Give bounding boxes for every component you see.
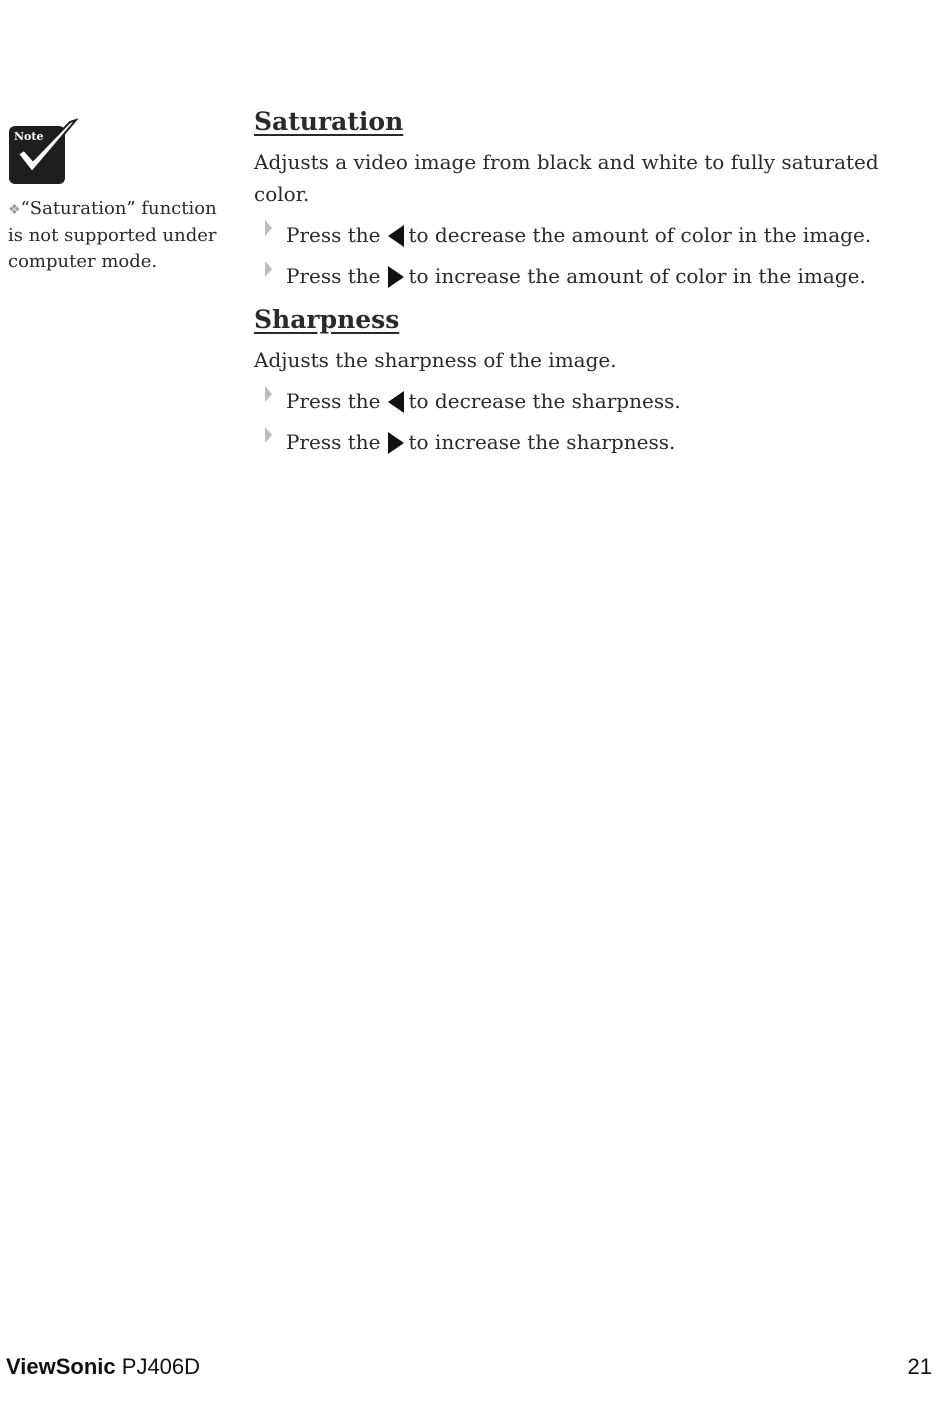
left-triangle-icon xyxy=(387,224,405,248)
pointer-bullet-icon xyxy=(264,219,274,237)
note-text: “Saturation” function is not supported under computer mode. xyxy=(8,198,217,272)
right-triangle-icon xyxy=(387,265,405,289)
page-number: 21 xyxy=(907,1354,932,1379)
section-saturation xyxy=(254,104,934,292)
main-content xyxy=(254,104,934,458)
section-description: Adjusts a video image from black and white to fully saturated color. xyxy=(254,150,879,206)
list-item: Press the to increase the sharpness. xyxy=(254,426,934,458)
pointer-bullet-icon xyxy=(264,426,274,444)
pointer-bullet-icon xyxy=(264,260,274,278)
section-heading: Saturation xyxy=(254,107,404,136)
list-item: Press the to increase the amount of color in the image. xyxy=(254,260,934,292)
list-item: Press the to decrease the amount of color in the image. xyxy=(254,219,934,251)
section-description: Adjusts the sharpness of the image. xyxy=(254,348,617,372)
note-text-block xyxy=(8,196,233,275)
footer-brand xyxy=(6,1354,200,1380)
left-triangle-icon xyxy=(387,390,405,414)
right-triangle-icon xyxy=(387,431,405,455)
section-heading: Sharpness xyxy=(254,305,400,334)
section-sharpness xyxy=(254,302,934,458)
diamond-bullet-icon: ❖ xyxy=(8,202,21,218)
list-item: Press the to decrease the sharpness. xyxy=(254,385,934,417)
model-name: PJ406D xyxy=(121,1354,201,1379)
pointer-bullet-icon xyxy=(264,385,274,403)
note-check-icon xyxy=(8,118,78,188)
note-badge-label: Note xyxy=(14,130,44,143)
brand-name: ViewSonic xyxy=(6,1354,116,1379)
